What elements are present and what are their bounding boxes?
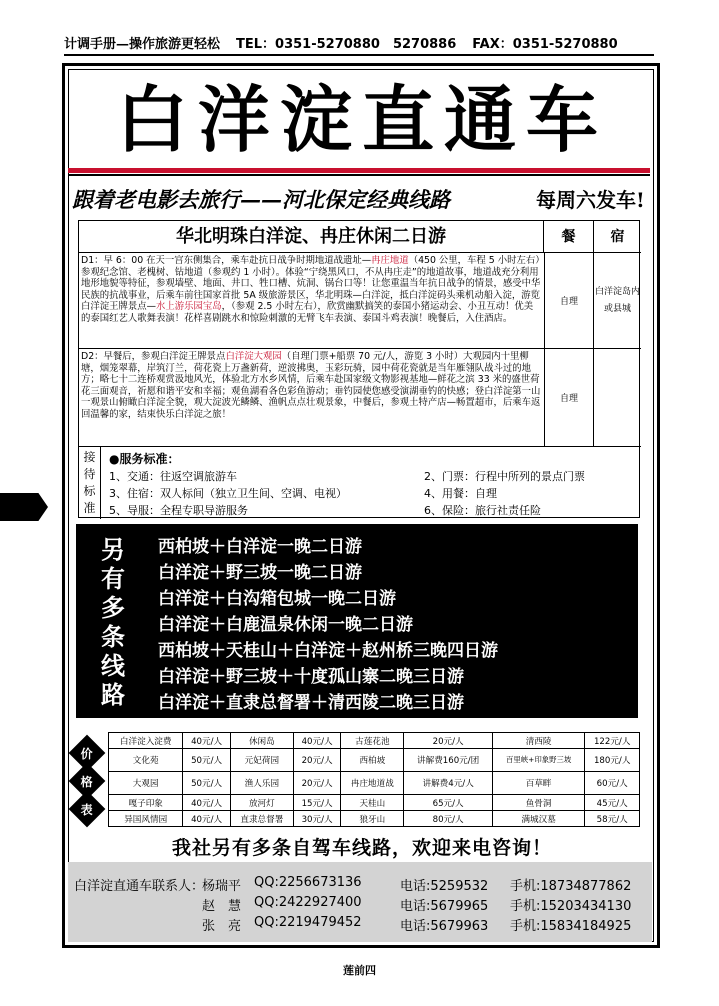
price-table bbox=[108, 732, 640, 827]
contact-qq: QQ:2219479452 bbox=[254, 915, 362, 930]
route-item: 白洋淀＋白鹿温泉休闲一晚二日游 bbox=[158, 615, 413, 635]
price-cell: 40元/人 bbox=[293, 733, 340, 749]
contact-mobile: 手机:18734877862 bbox=[510, 879, 632, 894]
price-cell: 渔人乐园 bbox=[230, 772, 293, 795]
contact-qq: QQ:2422927400 bbox=[254, 895, 362, 910]
day-1-highlight-1: 冉庄地道 bbox=[371, 255, 409, 266]
contact-mobile: 手机:15834184925 bbox=[510, 919, 632, 934]
contact-name: 杨瑞平 bbox=[202, 879, 242, 894]
price-cell: 满城汉墓 bbox=[492, 811, 585, 827]
route-item: 西柏坡＋天桂山＋白洋淀＋赵州桥三晚四日游 bbox=[158, 641, 498, 661]
price-cell: 狼牙山 bbox=[341, 811, 404, 827]
contact-qq: QQ:2256673136 bbox=[254, 875, 362, 890]
price-cell: 古莲花池 bbox=[341, 733, 404, 749]
day-2-meal: 自理 bbox=[544, 349, 594, 446]
contact-panel bbox=[68, 862, 652, 942]
price-cell: 元妃荷园 bbox=[230, 749, 293, 772]
price-cell: 鱼骨洞 bbox=[492, 795, 585, 811]
price-cell: 40元/人 bbox=[183, 811, 230, 827]
itinerary-title: 华北明珠白洋淀、冉庄休闲二日游 bbox=[79, 221, 544, 253]
price-cell: 休闲岛 bbox=[230, 733, 293, 749]
service-item-lodging: 3、住宿：双人标间（独立卫生间、空调、电视） bbox=[109, 487, 347, 500]
service-item-tickets: 2、门票：行程中所列的景点门票 bbox=[424, 470, 585, 483]
route-item: 西柏坡＋白洋淀一晚二日游 bbox=[158, 537, 362, 557]
itinerary-box bbox=[78, 220, 640, 518]
slogan: 跟着老电影去旅行——河北保定经典线路 bbox=[72, 187, 450, 212]
day-1-meal: 自理 bbox=[544, 253, 594, 348]
tel-number: TEL：0351-5270880 5270886 bbox=[236, 37, 457, 52]
page-footer: 莲前四 bbox=[343, 964, 376, 977]
price-cell: 讲解费160元/团 bbox=[404, 749, 492, 772]
route-item: 白洋淀＋野三坡一晚二日游 bbox=[158, 563, 362, 583]
price-cell: 嘎子印象 bbox=[109, 795, 183, 811]
service-item-meals: 4、用餐：自理 bbox=[424, 487, 497, 500]
contact-name: 张 亮 bbox=[202, 919, 242, 934]
contact-phone: 电话:5679965 bbox=[400, 899, 489, 914]
price-badge: 格 bbox=[69, 763, 106, 800]
price-cell: 65元/人 bbox=[404, 795, 492, 811]
price-cell: 50元/人 bbox=[183, 772, 230, 795]
day-2-description: D2：早餐后，参观白洋淀王牌景点白洋淀大观园（自理门票+船票 70 元/人，游览 3 小时）大观园内十里柳塘，烟笼翠幕，岸筑汀兰，荷花瓷上万盏新荷，逆波拂奥，玉彩玩骑，园中荷花瓷就是当年雁翎队战斗过的地方；略七十二连桥观赏汲地风光，体验北方水乡风情，后乘车赴国家级文物影视基地—鲜花之滨 33 米的盛世荷花三面观音，祈愿和谐平安和幸福；观鱼湖看各色彩鱼游动；垂钓园使您感受演湖垂钓的快感；登白洋淀第一山一观景山俯瞰白洋淀全貌，观大淀波光鳞鳞、渔帆点点壮观景象，中餐后，参观土特产店—畅置超市，后乘车返回温馨的家，结束快乐白洋淀之旅！ bbox=[81, 351, 541, 420]
price-badge: 价 bbox=[69, 735, 106, 772]
top-info-bar bbox=[64, 34, 654, 56]
price-badge: 表 bbox=[69, 791, 106, 828]
price-cell: 文化苑 bbox=[109, 749, 183, 772]
price-cell: 40元/人 bbox=[183, 795, 230, 811]
day-1-highlight-2: 水上游乐园宝岛 bbox=[156, 301, 222, 313]
price-cell: 45元/人 bbox=[585, 795, 640, 811]
black-divider bbox=[68, 174, 650, 176]
service-standards bbox=[79, 447, 641, 519]
price-cell: 异国风情园 bbox=[109, 811, 183, 827]
price-cell: 冉庄地道战 bbox=[341, 772, 404, 795]
service-item-transport: 1、交通：往返空调旅游车 bbox=[109, 470, 237, 483]
table-row bbox=[109, 749, 640, 772]
price-cell: 讲解费4元/人 bbox=[404, 772, 492, 795]
other-routes-box bbox=[76, 524, 638, 718]
route-item: 白洋淀＋白沟箱包城一晚二日游 bbox=[158, 589, 396, 609]
contact-phone: 电话:5259532 bbox=[400, 879, 489, 894]
price-cell: 80元/人 bbox=[404, 811, 492, 827]
weekly-departure: 每周六发车! bbox=[536, 188, 645, 212]
fax-number: FAX：0351-5270880 bbox=[472, 37, 618, 52]
arrow-marker bbox=[0, 493, 48, 521]
price-cell: 百草畔 bbox=[492, 772, 585, 795]
day-1-row bbox=[79, 253, 641, 349]
main-title: 白洋淀直通车 bbox=[115, 78, 608, 162]
price-cell: 122元/人 bbox=[585, 733, 640, 749]
price-cell: 50元/人 bbox=[183, 749, 230, 772]
price-cell: 20元/人 bbox=[293, 772, 340, 795]
day-2-stay bbox=[594, 349, 641, 446]
day-2-row bbox=[79, 349, 641, 447]
price-cell: 西柏坡 bbox=[341, 749, 404, 772]
price-cell: 60元/人 bbox=[585, 772, 640, 795]
welcome-message: 我社另有多条自驾车线路，欢迎来电咨询！ bbox=[171, 837, 552, 859]
service-item-guide: 5、导服：全程专职导游服务 bbox=[109, 504, 248, 517]
price-cell: 放河灯 bbox=[230, 795, 293, 811]
service-item-insurance: 6、保险：旅行社责任险 bbox=[424, 504, 541, 517]
routes-side-label: 另有多条线路 bbox=[101, 536, 125, 709]
price-cell: 百里峡+印象野三坡 bbox=[492, 749, 585, 772]
price-cell: 天桂山 bbox=[341, 795, 404, 811]
table-row bbox=[109, 772, 640, 795]
day-1-description: D1：早 6：00 在天一宫东侧集合，乘车赴抗日战争时期地道战遗址—冉庄地道（450 公里，车程 5 小时左右）参观纪念馆、老槐树、钻地道（参观约 1 小时）。体验“宁绕黑风口，不从冉庄走”的地道故事，地道战充分利用地形地貌等特征，参观墙壁、地面、井口、牲口槽、炕洞、锅台口等！让您重温当年抗日战争的情景，感受中华民族的抗战事业，后乘车前往国家首批 5A 级旅游景区，华北明珠—白洋淀，抵白洋淀码头乘机动船入淀，游览白洋淀王牌景点—水上游乐园宝岛，（参观 2.5 小时左右），欣赏幽默搞笑的泰国小猪运动会、小丑互动！优美的泰国红艺人歌舞表演！花样喜剧跳水和惊险刺激的无臂飞车表演、泰国斗鸡表演！晚餐后，入住酒店。 bbox=[81, 255, 541, 324]
price-cell: 20元/人 bbox=[404, 733, 492, 749]
service-title: ●服务标准： bbox=[109, 452, 180, 466]
table-row bbox=[109, 795, 640, 811]
contact-phone: 电话:5679963 bbox=[400, 919, 489, 934]
price-cell: 白洋淀入淀费 bbox=[109, 733, 183, 749]
contact-name: 赵 慧 bbox=[202, 899, 242, 914]
price-cell: 15元/人 bbox=[293, 795, 340, 811]
price-cell: 直隶总督署 bbox=[230, 811, 293, 827]
red-divider bbox=[68, 168, 650, 173]
price-cell: 清西陵 bbox=[492, 733, 585, 749]
service-side-label: 接待标准 bbox=[79, 447, 101, 519]
stay-header: 宿 bbox=[610, 229, 625, 245]
price-cell: 20元/人 bbox=[293, 749, 340, 772]
price-cell: 180元/人 bbox=[585, 749, 640, 772]
tagline: 计调手册—操作旅游更轻松 bbox=[64, 37, 221, 52]
route-item: 白洋淀＋野三坡＋十度孤山寨二晚三日游 bbox=[158, 667, 464, 687]
contact-label: 白洋淀直通车联系人： bbox=[74, 879, 205, 894]
price-cell: 40元/人 bbox=[183, 733, 230, 749]
day-2-highlight-1: 白洋淀大观园 bbox=[225, 351, 282, 362]
price-cell: 大观园 bbox=[109, 772, 183, 795]
itinerary-header bbox=[79, 221, 641, 253]
contact-mobile: 手机:15203434130 bbox=[510, 899, 632, 914]
day-1-stay: 白洋淀岛内或县城 bbox=[594, 286, 640, 314]
table-row bbox=[109, 733, 640, 749]
route-item: 白洋淀＋直隶总督署＋清西陵二晚三日游 bbox=[158, 693, 464, 713]
price-cell: 30元/人 bbox=[293, 811, 340, 827]
price-cell: 58元/人 bbox=[585, 811, 640, 827]
table-row bbox=[109, 811, 640, 827]
meal-header: 餐 bbox=[544, 221, 594, 253]
